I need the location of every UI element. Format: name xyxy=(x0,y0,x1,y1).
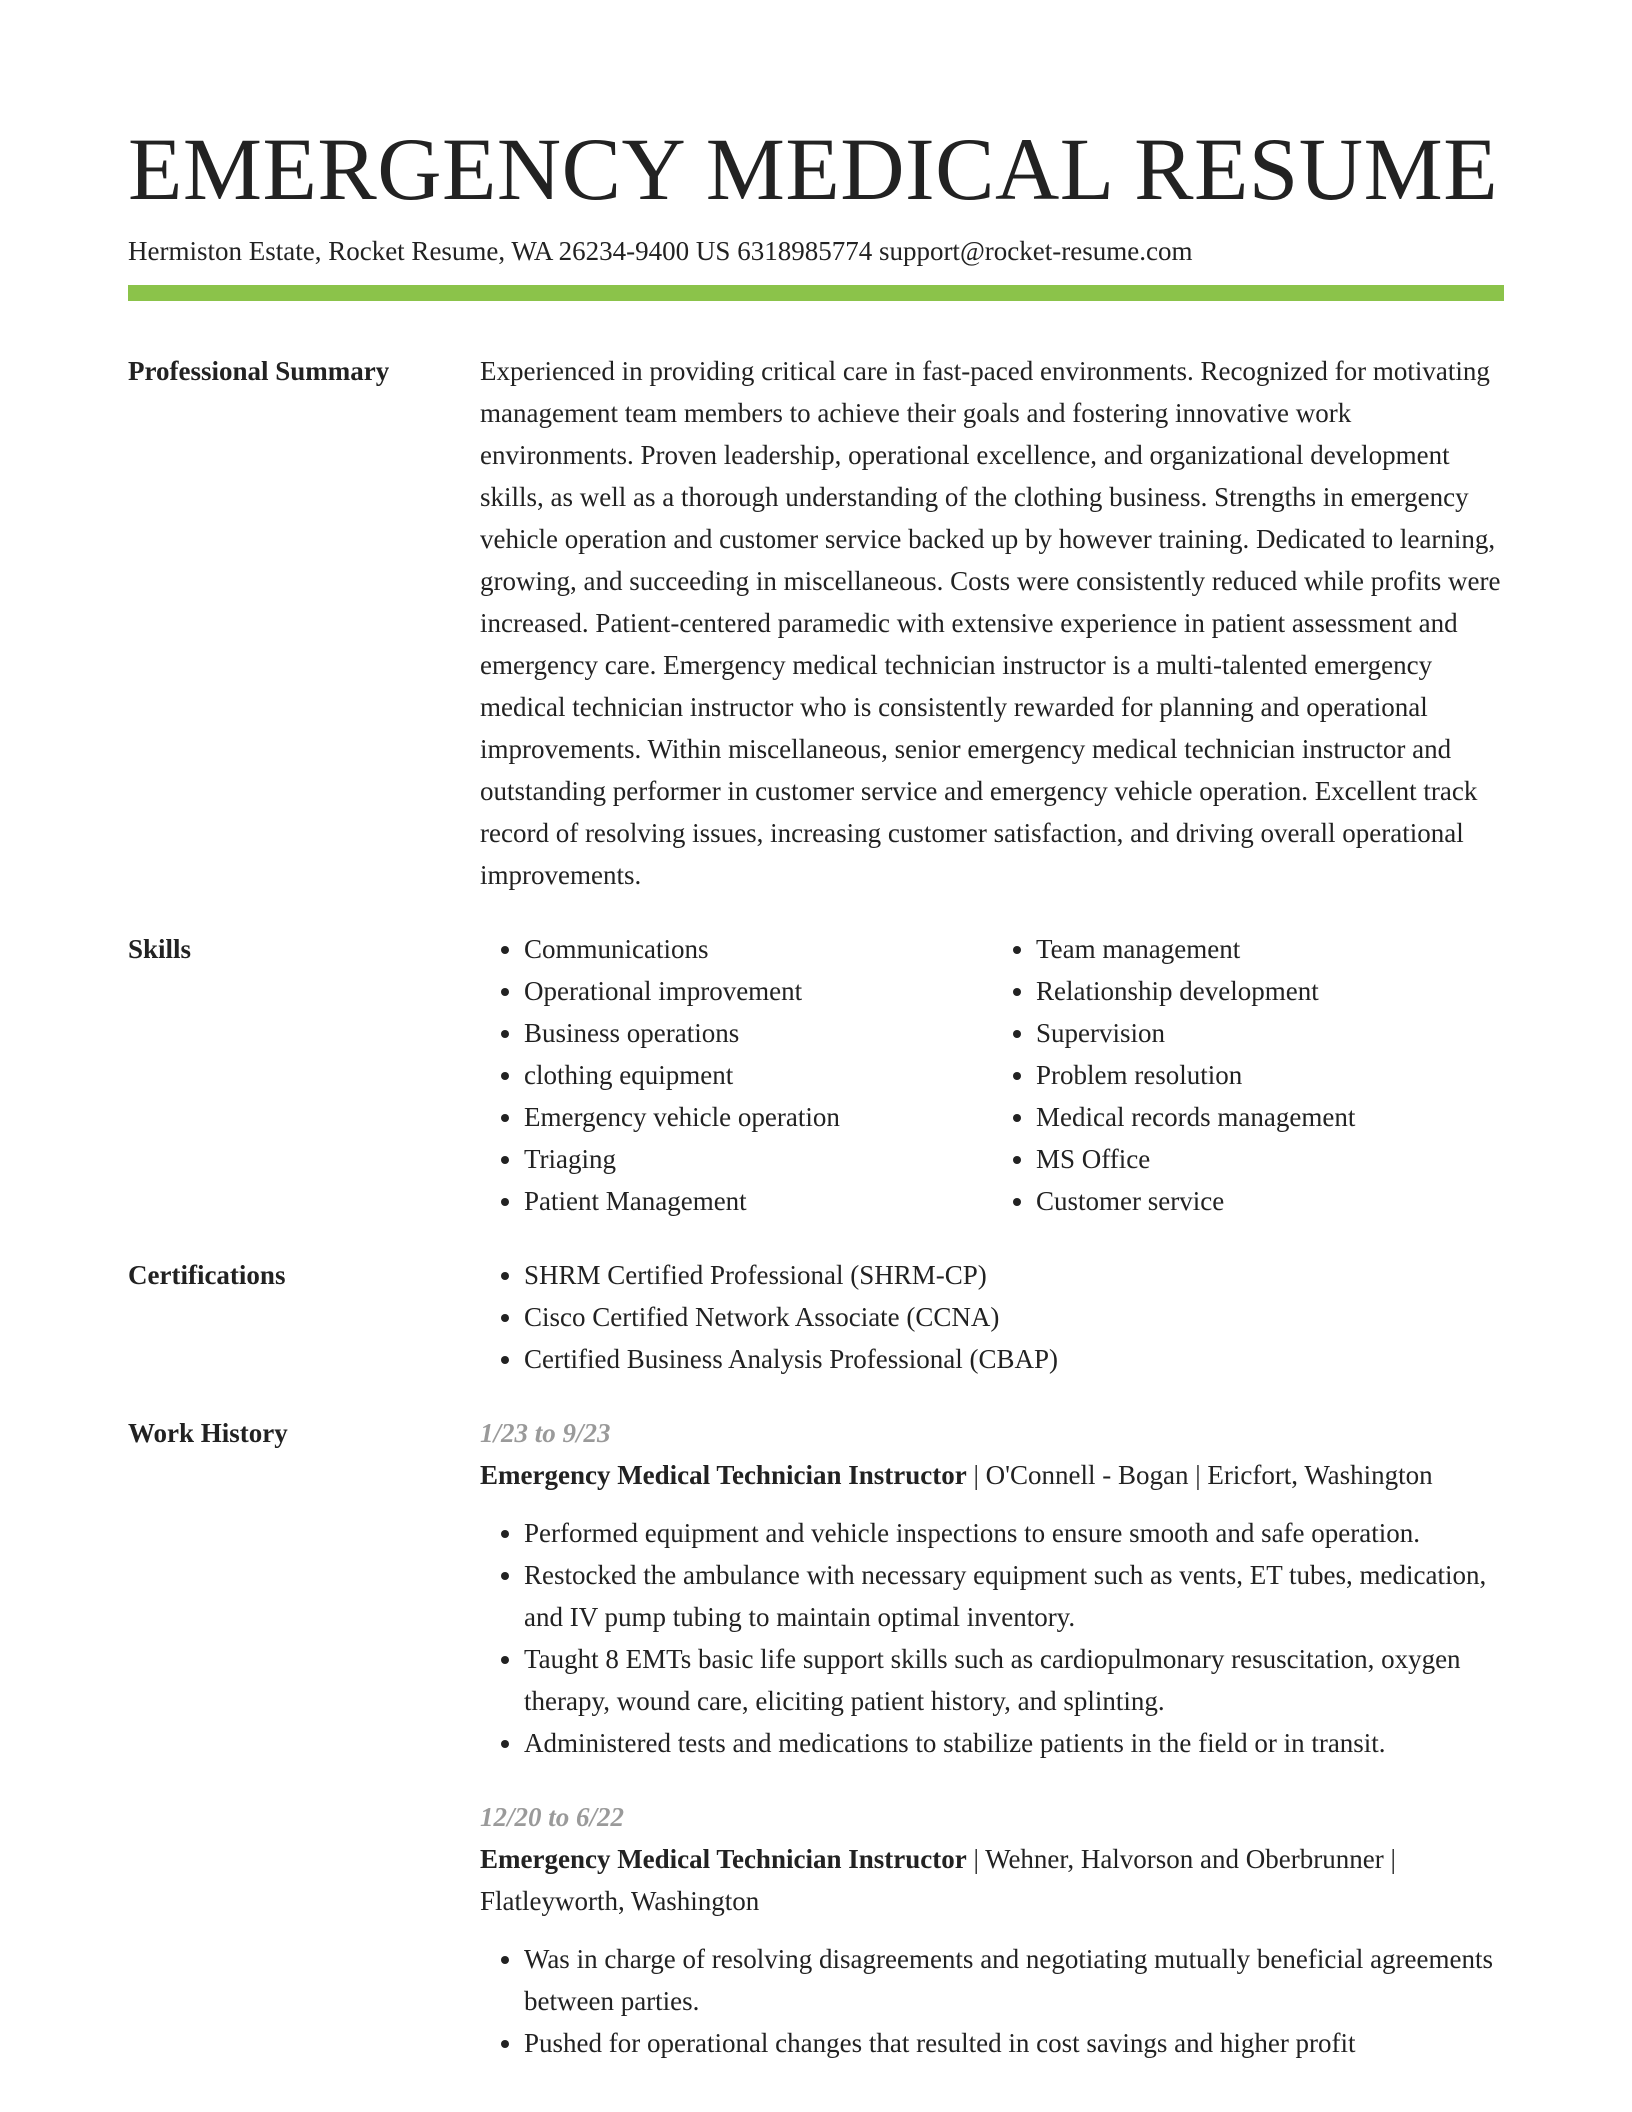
skill-item: • Triaging xyxy=(524,1138,992,1180)
skill-item: • Supervision xyxy=(1036,1012,1504,1054)
skill-item: • Operational improvement xyxy=(524,970,992,1012)
section-professional-summary xyxy=(128,350,1504,896)
job-dates: 1/23 to 9/23 xyxy=(480,1418,611,1448)
skill-item: • Patient Management xyxy=(524,1180,992,1222)
skill-item: • Team management xyxy=(1036,928,1504,970)
job-bullet: • Administered tests and medications to stabilize patients in the field or in transit. xyxy=(524,1722,1504,1764)
section-certifications xyxy=(128,1254,1504,1380)
job-entry xyxy=(480,1412,1504,1764)
skill-item: • Emergency vehicle operation xyxy=(524,1096,992,1138)
job-details: | Wehner, Halvorson and Oberbrunner | Flatleyworth, Washington xyxy=(480,1844,1396,1916)
summary-text: Experienced in providing critical care in fast-paced environments. Recognized for motivating management team members to achieve their goals and fostering innovative work environments. Proven leadership, operational excellence, and organizational development skills, as well as a thorough understanding of the clothing business. Strengths in emergency vehicle operation and customer service backed up by however training. Dedicated to learning, growing, and succeeding in miscellaneous. Costs were consistently reduced while profits were increased. Patient-centered paramedic with extensive experience in patient assessment and emergency care. Emergency medical technician instructor is a multi-talented emergency medical technician instructor who is consistently rewarded for planning and operational improvements. Within miscellaneous, senior emergency medical technician instructor and outstanding performer in customer service and emergency vehicle operation. Excellent track record of resolving issues, increasing customer satisfaction, and driving overall operational improvements. xyxy=(480,356,1501,890)
certification-item: • Cisco Certified Network Associate (CCNA) xyxy=(524,1296,1504,1338)
skill-item: • clothing equipment xyxy=(524,1054,992,1096)
certification-item: • Certified Business Analysis Professional (CBAP) xyxy=(524,1338,1504,1380)
job-bullet: • Pushed for operational changes that resulted in cost savings and higher profit xyxy=(524,2022,1504,2064)
job-entry xyxy=(480,1796,1504,2064)
job-bullets xyxy=(480,1512,1504,1764)
job-dates: 12/20 to 6/22 xyxy=(480,1802,625,1832)
job-bullet: • Was in charge of resolving disagreements and negotiating mutually beneficial agreements between parties. xyxy=(524,1938,1504,2022)
contact-line: Hermiston Estate, Rocket Resume, WA 26234-9400 US 6318985774 support@rocket-resume.com xyxy=(128,236,1193,266)
section-work-history xyxy=(128,1412,1504,2096)
skill-item: • Relationship development xyxy=(1036,970,1504,1012)
job-bullet: • Performed equipment and vehicle inspections to ensure smooth and safe operation. xyxy=(524,1512,1504,1554)
section-label: Certifications xyxy=(128,1260,286,1290)
skills-list-left xyxy=(480,928,992,1222)
certifications-list xyxy=(480,1254,1504,1380)
resume-header xyxy=(128,118,1504,269)
skill-item: • Problem resolution xyxy=(1036,1054,1504,1096)
skill-item: • Business operations xyxy=(524,1012,992,1054)
section-label: Professional Summary xyxy=(128,356,390,386)
skills-list-right xyxy=(992,928,1504,1222)
certification-item: • SHRM Certified Professional (SHRM-CP) xyxy=(524,1254,1504,1296)
skill-item: • Medical records management xyxy=(1036,1096,1504,1138)
section-skills xyxy=(128,928,1504,1222)
job-heading xyxy=(480,1838,1504,1922)
job-bullet: • Restocked the ambulance with necessary equipment such as vents, ET tubes, medication, and IV pump tubing to maintain optimal inventory. xyxy=(524,1554,1504,1638)
resume-content xyxy=(128,350,1504,2096)
resume-title: EMERGENCY MEDICAL RESUME xyxy=(128,121,1499,219)
skill-item: • Communications xyxy=(524,928,992,970)
skill-item: • MS Office xyxy=(1036,1138,1504,1180)
job-heading xyxy=(480,1454,1504,1496)
skill-item: • Customer service xyxy=(1036,1180,1504,1222)
section-label: Skills xyxy=(128,934,192,964)
job-title: Emergency Medical Technician Instructor xyxy=(480,1460,967,1490)
job-details: | O'Connell - Bogan | Ericfort, Washington xyxy=(966,1460,1433,1490)
section-label: Work History xyxy=(128,1418,288,1448)
header-divider xyxy=(128,285,1504,301)
job-title: Emergency Medical Technician Instructor xyxy=(480,1844,967,1874)
job-bullet: • Taught 8 EMTs basic life support skills such as cardiopulmonary resuscitation, oxygen therapy, wound care, eliciting patient history, and splinting. xyxy=(524,1638,1504,1722)
job-bullets xyxy=(480,1938,1504,2064)
